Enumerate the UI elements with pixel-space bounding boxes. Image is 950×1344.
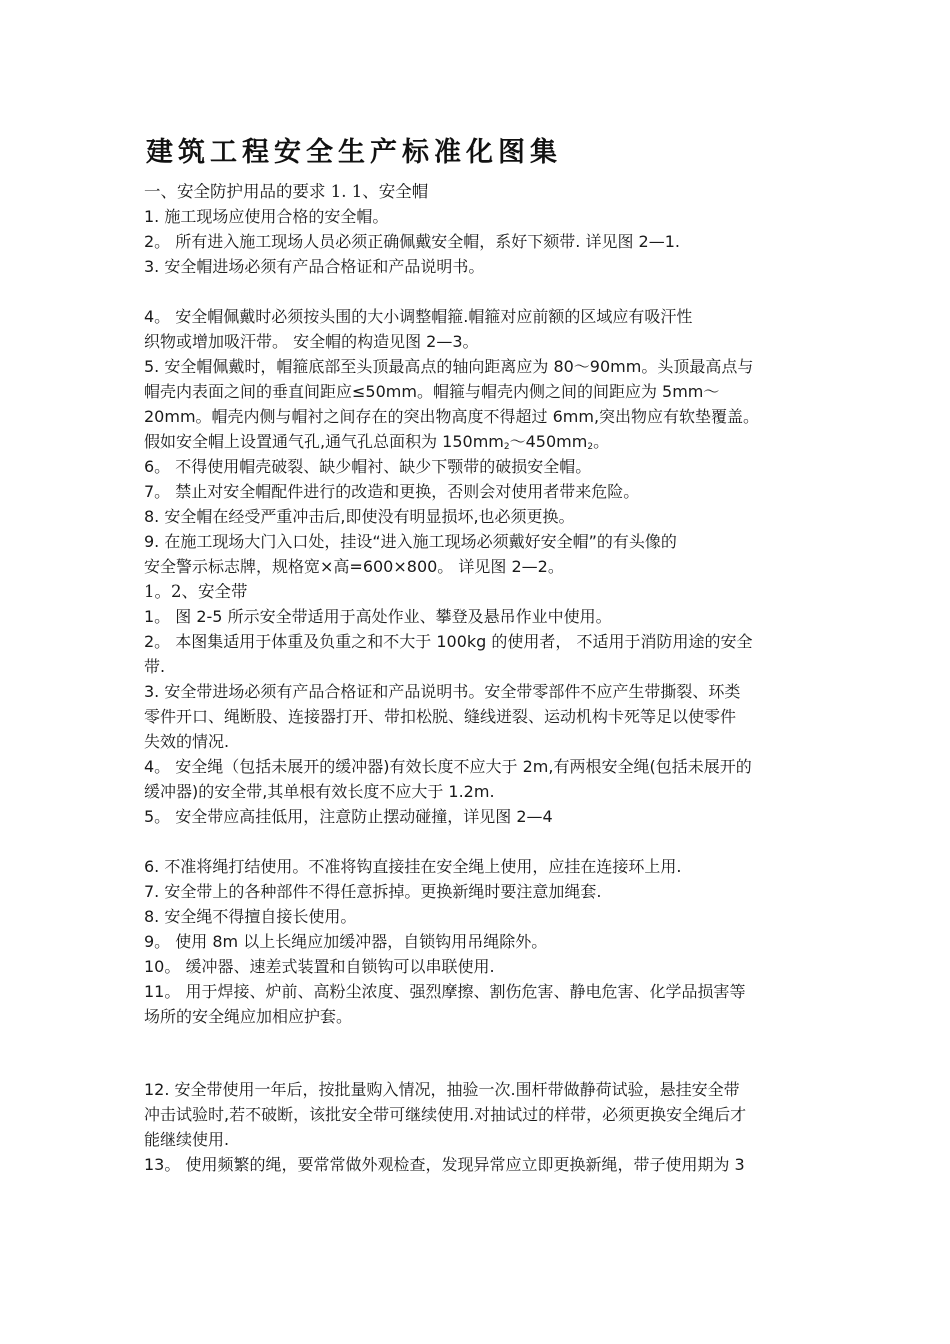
belt-item-6: 6. 不准将绳打结使用。不准将钩直接挂在安全绳上使用，应挂在连接环上用. <box>144 857 682 876</box>
vent-area-unit-exponent: 2 <box>587 442 594 452</box>
belt-item-4-line-2: 缓冲器)的安全带,其单根有效长度不应大于 1.2m. <box>144 782 495 801</box>
helmet-item-6: 6。 不得使用帽壳破裂、缺少帽衬、缺少下颚带的破损安全帽。 <box>144 457 592 476</box>
belt-item-3-line-2: 零件开口、绳断股、连接器打开、带扣松脱、缝线迸裂、运动机构卡死等足以使零件 <box>144 707 737 726</box>
belt-item-12-line-2: 冲击试验时,若不破断，该批安全带可继续使用.对抽试过的样带，必须更换安全绳后才 <box>144 1105 747 1124</box>
helmet-item-9-line-2: 安全警示标志牌，规格宽×高=600×800。 详见图 2—2。 <box>144 557 564 576</box>
belt-heading: 1。2、安全带 <box>144 582 248 601</box>
helmet-item-5-line-2: 帽壳内表面之间的垂直间距应≤50mm。帽箍与帽壳内侧之间的间距应为 5mm～ <box>144 382 720 401</box>
helmet-item-7: 7。 禁止对安全帽配件进行的改造和更换，否则会对使用者带来危险。 <box>144 482 640 501</box>
helmet-item-2: 2。 所有进入施工现场人员必须正确佩戴安全帽，系好下颏带. 详见图 2—1. <box>144 232 680 251</box>
section-heading: 一、安全防护用品的要求 1. 1、安全帽 <box>144 182 429 201</box>
belt-item-12-line-1: 12. 安全带使用一年后，按批量购入情况，抽验一次.围杆带做静荷试验，悬挂安全带 <box>144 1080 740 1099</box>
helmet-item-5-line-1: 5. 安全帽佩戴时，帽箍底部至头顶最高点的轴向距离应为 80～90mm。头顶最高点与 <box>144 357 754 376</box>
document-title: 建筑工程安全生产标准化图集 <box>146 137 562 168</box>
belt-item-9: 9。 使用 8m 以上长绳应加缓冲器，自锁钩用吊绳除外。 <box>144 932 548 951</box>
helmet-item-8: 8. 安全帽在经受严重冲击后,即使没有明显损坏,也必须更换。 <box>144 507 575 526</box>
helmet-item-4-line-1: 4。 安全帽佩戴时必须按头围的大小调整帽箍.帽箍对应前额的区域应有吸汗性 <box>144 307 693 326</box>
vent-area-range: ～450mm <box>509 432 588 451</box>
belt-item-12-line-3: 能继续使用. <box>144 1130 230 1149</box>
vent-area-unit-exponent: 2 <box>503 442 510 452</box>
belt-item-3-line-1: 3. 安全带进场必须有产品合格证和产品说明书。安全带零部件不应产生带撕裂、环类 <box>144 682 741 701</box>
belt-item-1: 1。 图 2-5 所示安全带适用于高处作业、攀登及悬吊作业中使用。 <box>144 607 612 626</box>
helmet-item-1: 1. 施工现场应使用合格的安全帽。 <box>144 207 389 226</box>
vent-area-end: 。 <box>593 432 610 451</box>
belt-item-11-line-2: 场所的安全绳应加相应护套。 <box>144 1007 353 1026</box>
belt-item-2-line-2: 带. <box>144 657 166 676</box>
belt-item-10: 10。 缓冲器、速差式装置和自锁钩可以串联使用. <box>144 957 495 976</box>
belt-item-5: 5。 安全带应高挂低用，注意防止摆动碰撞，详见图 2—4 <box>144 807 553 826</box>
belt-item-13-line-1: 13。 使用频繁的绳，要常常做外观检查，发现异常应立即更换新绳，带子使用期为 3 <box>144 1155 745 1174</box>
helmet-item-9-line-1: 9. 在施工现场大门入口处，挂设“进入施工现场必须戴好安全帽”的有头像的 <box>144 532 677 551</box>
helmet-item-5-line-4 <box>144 431 609 458</box>
belt-item-8: 8. 安全绳不得擅自接长使用。 <box>144 907 357 926</box>
helmet-item-3: 3. 安全帽进场必须有产品合格证和产品说明书。 <box>144 257 485 276</box>
belt-item-3-line-3: 失效的情况. <box>144 732 230 751</box>
helmet-item-5-line-3: 20mm。帽壳内侧与帽衬之间存在的突出物高度不得超过 6mm,突出物应有软垫覆盖。 <box>144 407 760 426</box>
vent-area-text: 假如安全帽上设置通气孔,通气孔总面积为 150mm <box>144 432 504 451</box>
belt-item-11-line-1: 11。 用于焊接、炉前、高粉尘浓度、强烈摩擦、割伤危害、静电危害、化学品损害等 <box>144 982 746 1001</box>
belt-item-4-line-1: 4。 安全绳（包括未展开的缓冲器)有效长度不应大于 2m,有两根安全绳(包括未展开的 <box>144 757 752 776</box>
helmet-item-4-line-2: 织物或增加吸汗带。 安全帽的构造见图 2—3。 <box>144 332 479 351</box>
belt-item-2-line-1: 2。 本图集适用于体重及负重之和不大于 100kg 的使用者， 不适用于消防用途的安全 <box>144 632 753 651</box>
belt-item-7: 7. 安全带上的各种部件不得任意拆掉。更换新绳时要注意加绳套. <box>144 882 602 901</box>
